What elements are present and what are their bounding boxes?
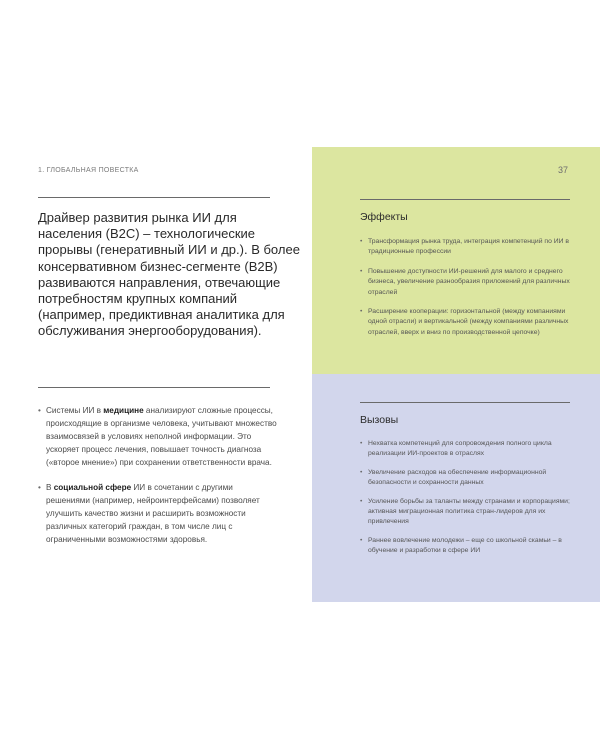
item-prefix: Системы ИИ в	[46, 406, 104, 415]
effects-item: • Расширение кооперации: горизонтальной (между компаниями одной отрасли) и вертикальной (между компаниями различных отраслей, вверх и вниз по производственной цепочке)	[360, 307, 574, 338]
challenges-item: • Усиление борьбы за таланты между странами и корпорациями; активная миграционная политика стран-лидеров для их привлечения	[360, 497, 574, 528]
item-prefix: В	[46, 483, 54, 492]
challenges-divider	[360, 402, 570, 403]
challenges-title: Вызовы	[360, 414, 399, 426]
page-number: 37	[558, 165, 569, 175]
sector-list	[38, 404, 278, 558]
challenges-list	[360, 439, 574, 565]
challenges-item: • Раннее вовлечение молодежи – еще со школьной скамьи – в обучение и разработки в сфере ИИ	[360, 536, 574, 557]
lead-divider	[38, 197, 270, 198]
list-item-social	[38, 481, 278, 546]
challenges-item: • Увеличение расходов на обеспечение информационной безопасности и сохранности данных	[360, 468, 574, 489]
item-text: анализируют сложные процессы, происходящие в организме человека, учитывают множество взаимосвязей в условиях неполной информации. Это ускоряет процесс лечения, повышает точность диагноза («второе мнение») при сохранении ответственности врача.	[46, 406, 277, 467]
item-keyword: социальной сфере	[53, 483, 132, 492]
item-text: ИИ в сочетании с другими решениями (например, нейроинтерфейсами) позволяет улучшить качество жизни и расширить возможности различных категорий граждан, в том числе лиц с ограниченными возможностями здоровья.	[46, 483, 260, 544]
list-item-medicine	[38, 404, 278, 469]
effects-title: Эффекты	[360, 211, 408, 223]
lead-text: Драйвер развития рынка ИИ для населения (B2C) – технологические прорывы (генеративный ИИ и др.). В более консервативном бизнес-сегменте (B2B) развиваются направления, отвечающие потребностям крупных компаний (например, предиктивная аналитика для обслуживания энергооборудования).	[38, 210, 300, 339]
challenges-item: • Нехватка компетенций для сопровождения полного цикла реализации ИИ-проектов в отраслях	[360, 439, 574, 460]
section-label: 1. ГЛОБАЛЬНАЯ ПОВЕСТКА	[38, 167, 139, 174]
list-divider	[38, 387, 270, 388]
effects-list	[360, 237, 574, 347]
effects-divider	[360, 199, 570, 200]
effects-item: • Трансформация рынка труда, интеграция компетенций по ИИ в традиционные профессии	[360, 237, 574, 258]
effects-item: • Повышение доступности ИИ-решений для малого и среднего бизнеса, увеличение разнообразия приложений для различных отраслей	[360, 267, 574, 298]
item-keyword: медицине	[103, 406, 144, 415]
